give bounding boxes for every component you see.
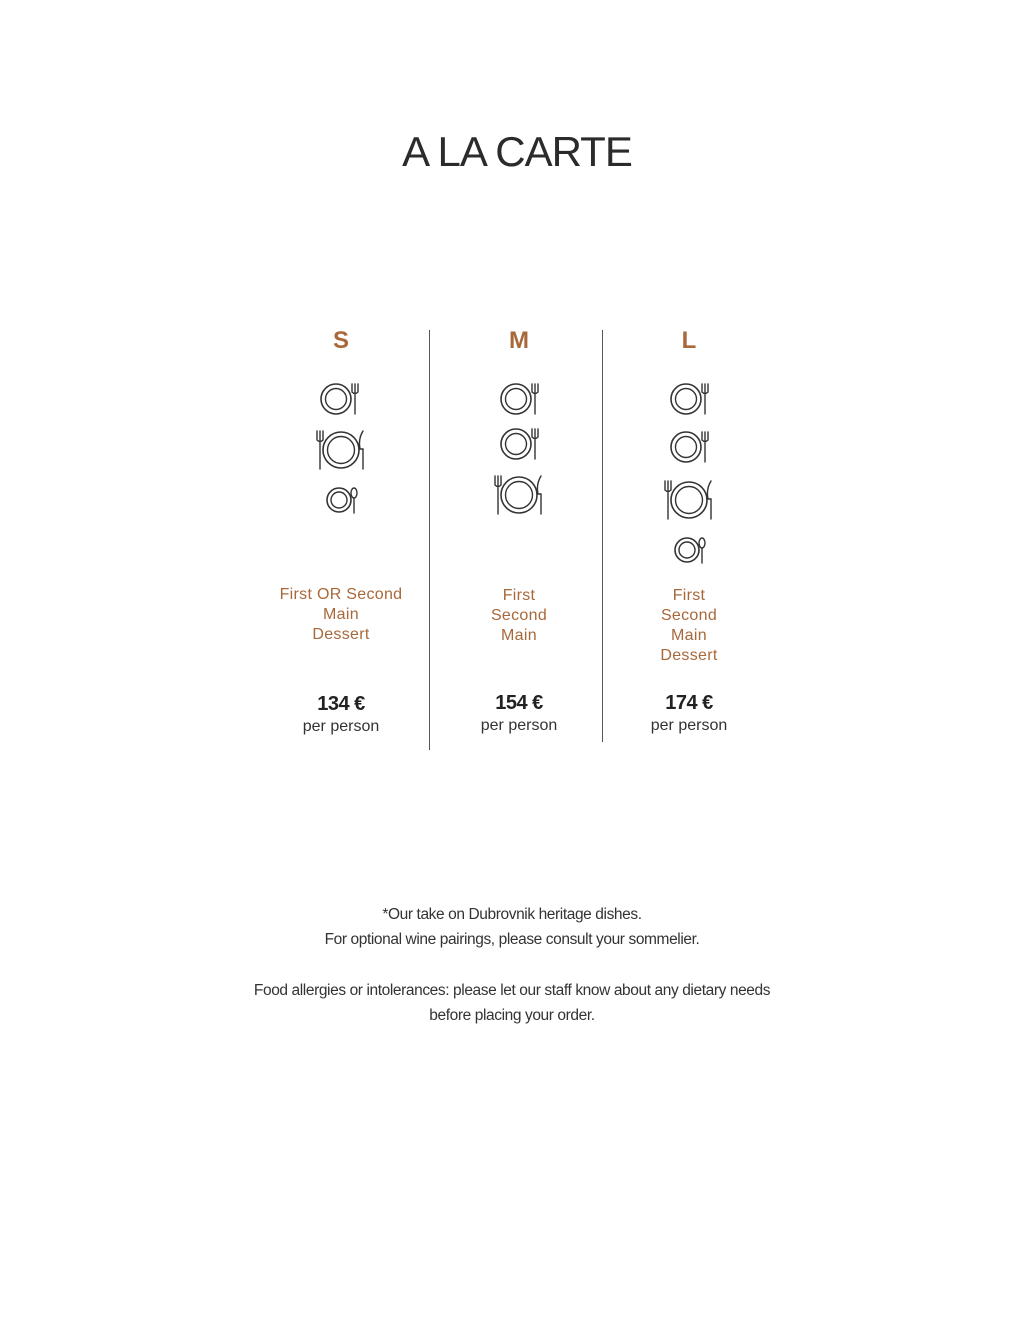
course-item: First OR Second xyxy=(279,586,403,603)
course-item: Second xyxy=(660,607,718,624)
column-divider xyxy=(602,330,603,742)
footnotes xyxy=(0,902,1024,952)
plate-large-icon xyxy=(663,478,715,522)
plate-small-icon xyxy=(320,381,360,417)
menu-price: 154 € xyxy=(495,692,543,714)
price-note: per person xyxy=(302,718,380,735)
plate-large-icon xyxy=(315,428,367,472)
plate-small-icon xyxy=(500,426,540,462)
menu-column-m xyxy=(434,325,604,734)
plate-small-icon xyxy=(670,429,710,465)
price-note: per person xyxy=(650,717,728,734)
menu-price: 174 € xyxy=(665,692,713,714)
menu-size-label: M xyxy=(509,327,529,354)
plate-small-icon xyxy=(670,381,710,417)
allergy-note-line-2: before placing your order. xyxy=(429,1007,595,1024)
course-item: Second xyxy=(490,607,548,624)
column-divider xyxy=(429,330,430,750)
allergy-note-line-1: Food allergies or intolerances: please let our staff know about any dietary needs xyxy=(253,982,771,999)
plate-small-icon xyxy=(500,381,540,417)
course-list xyxy=(584,586,794,666)
menu-size-label: L xyxy=(681,327,697,354)
course-item: Dessert xyxy=(312,626,370,643)
plate-dessert-icon xyxy=(674,535,706,565)
course-item: First xyxy=(672,587,706,604)
allergy-notice xyxy=(0,978,1024,1028)
plate-dessert-icon xyxy=(326,485,358,515)
course-item: First xyxy=(502,587,536,604)
wine-note: For optional wine pairings, please consult your sommelier. xyxy=(324,931,700,948)
menu-column-l xyxy=(604,325,774,734)
plate-large-icon xyxy=(493,473,545,517)
menu-column-s xyxy=(256,325,426,735)
price-note: per person xyxy=(480,717,558,734)
page-title: A LA CARTE xyxy=(402,128,632,175)
course-item: Dessert xyxy=(660,647,718,664)
menu-price: 134 € xyxy=(317,693,365,715)
course-item: Main xyxy=(323,606,359,623)
menu-size-label: S xyxy=(332,327,349,354)
course-item: Main xyxy=(671,627,707,644)
heritage-note: *Our take on Dubrovnik heritage dishes. xyxy=(382,906,642,923)
course-item: Main xyxy=(501,627,537,644)
